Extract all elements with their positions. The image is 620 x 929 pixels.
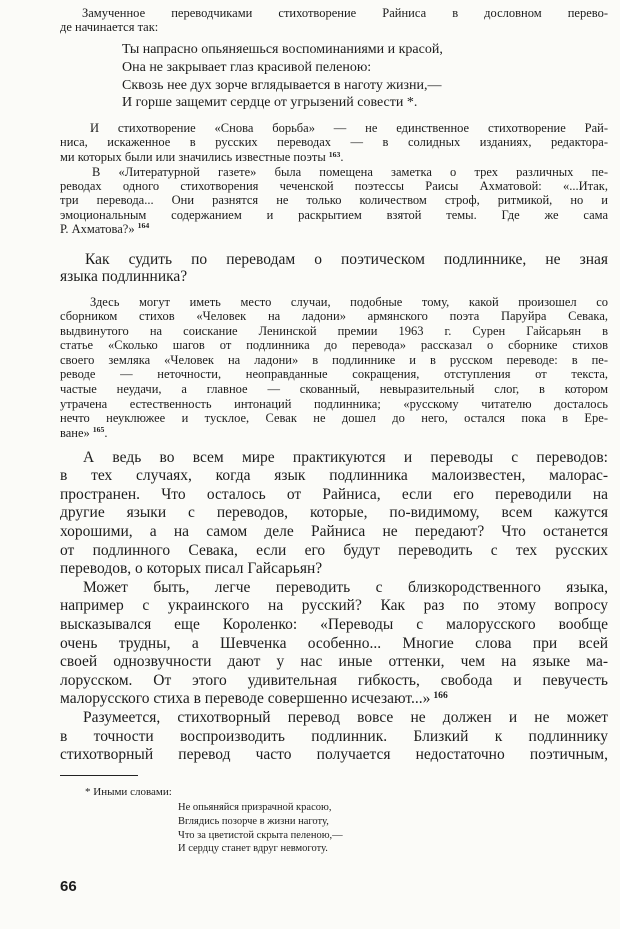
text-line [60,653,608,672]
text-line [60,382,608,397]
line-text: от подлинного Севака, если его будут переводить с тех русских [60,541,608,559]
text-line [60,179,608,193]
text-line [60,367,608,382]
line-text: И горше защемит сердце от угрызений совести *. [122,95,418,111]
paragraph-translations-of-translations [60,449,608,765]
text-line [60,150,608,165]
line-text: И сердцу станет вдруг невмоготу. [178,843,328,855]
text-line [60,222,608,236]
text-line [60,467,608,486]
line-text: ниса, искаженное в русских переводах — в солидных изданиях, редактора- [60,135,608,150]
text-line [60,579,608,598]
line-text: переводов, о которых писал Гайсарьян? [60,560,323,578]
text-line [85,785,385,799]
text-line [60,411,608,426]
text-line [60,135,608,150]
line-text: пространен. Что осталось от Райниса, если его переводили на [60,485,608,503]
text-line [60,746,608,765]
text-line [60,309,608,324]
text-line [122,59,492,77]
text-line [60,397,608,412]
line-text: например с украинского на русский? Как раз по этому вопросу [60,597,608,615]
line-text: Замученное переводчиками стихотворение Райниса в дословном перево- [82,5,608,20]
text-line [60,449,608,468]
line-text: Ты напрасно опьяняешься воспоминаниями и красой, [122,42,443,58]
line-text: * Иными словами: [85,786,172,798]
line-text: ване» [60,425,90,440]
line-text: Она не закрывает глаз красивой пеленою: [122,59,372,75]
text-line [60,635,608,654]
line-text: высказывался еще Короленко: «Переводы с малорусского вообще [60,616,608,634]
text-line [60,6,608,21]
text-line [60,709,608,728]
line-text: Что за цветистой скрыта пеленою,— [178,829,343,841]
text-line [178,842,478,856]
line-text: своей однозвучности дают у нас иные оттенки, чем на языке ма- [60,653,608,671]
text-line [60,193,608,207]
line-text: эмоциональным содержанием и раскрытием взятой темы. Где же сама [60,207,608,222]
line-text: Вглядись позорче в жизни наготу, [178,815,329,827]
line-text: три перевода... Они разнятся не только количеством строф, ритмикой, но и [60,193,608,208]
text-line [60,616,608,635]
line-text: Р. Ахматова?» [60,221,135,236]
text-line [178,801,478,815]
text-line [60,690,608,709]
paragraph-sevak [60,295,608,440]
footnote-reference: 163 [328,149,341,159]
line-text: в точности воспроизводить подлинник. Близкий к подлиннику [60,727,608,745]
text-line [60,338,608,353]
text-line [60,597,608,616]
text-line [60,504,608,523]
line-text: лорусском. От этого удивительная гибкость, свобода и певучесть [60,671,608,689]
text-line [178,815,478,829]
line-text: утрачена естественность интонаций подлинника; «русскому читателю досталось [60,396,608,411]
section-question [60,251,608,285]
text-line [60,728,608,747]
line-text: Разумеется, стихотворный перевод вовсе не должен и не может [83,709,608,726]
line-text: Как судить по переводам о поэтическом подлиннике, не зная [85,250,608,268]
text-line [60,251,608,268]
text-line [178,829,478,843]
line-text: другие языки с переводов, которые, по-видимому, всем кажутся [60,504,608,522]
footnote-divider [60,775,138,776]
text-line [60,486,608,505]
text-line [122,41,492,59]
line-text: Не опьяняйся призрачной красою, [178,802,332,814]
line-text: хорошими, а на самом деле Райниса не передают? Что останется [60,523,608,541]
text-line [122,94,492,112]
line-text: ми которых были или значились известные поэты [60,149,326,164]
paragraph-intro [60,6,608,35]
line-text: В «Литературной газете» была помещена заметка о трех различных пе- [92,164,608,179]
text-line [122,77,492,95]
text-line [60,542,608,561]
line-text: реводах одного стихотворения чеченской поэтессы Раисы Ахматовой: «...Итак, [60,179,608,194]
footnote-reference: 165 [92,425,105,435]
text-line [60,121,608,136]
text-line [60,165,608,179]
line-tail: . [340,149,344,164]
line-text: И стихотворение «Снова борьба» — не единственное стихотворение Рай- [90,120,608,135]
line-text: А ведь во всем мире практикуются и переводы с переводов: [83,448,608,466]
text-line [60,353,608,368]
line-text: малорусского стиха в переводе совершенно исчезают...» [60,690,431,708]
paragraph-snova-borba [60,121,608,165]
line-tail: . [104,425,108,440]
line-text: Сквозь нее дух зорче вглядывается в наготу жизни,— [122,77,442,93]
line-text: частые неудачи, а главное — скованный, невыразительный слог, в котором [60,382,608,396]
line-text: де начинается так: [60,20,159,35]
text-line [60,295,608,310]
line-text: языка подлинника? [60,267,188,285]
text-line [60,324,608,339]
text-line [60,20,608,35]
text-line [60,268,608,285]
text-line [60,560,608,579]
line-text: очень трудны, а Шевченка особенно... Многие слова при всей [60,634,608,652]
footnote-reference: 164 [137,221,150,231]
line-text: стихотворный перевод часто получается недостаточно поэтичным, [60,746,608,764]
footnote-verse [178,801,478,856]
line-text: Может быть, легче переводить с близкородственного языка, [83,578,608,596]
paragraph-literaturnaya-gazeta [60,165,608,236]
line-text: нечто неуклюжее и тусклое, Севак не дошел до него, остался пока в Ере- [60,411,608,426]
line-text: статье «Сколько шагов от подлинника до перевода» рассказал о сборнике стихов [60,338,608,353]
line-text: своего земляка «Человек на ладони» в подлиннике и в русском переводе: в пе- [60,352,608,367]
line-text: сборником стихов «Человек на ладони» армянского поэта Паруйра Севака, [60,309,608,324]
line-text: Здесь могут иметь место случаи, подобные тому, какой произошел со [90,294,608,309]
text-line [60,672,608,691]
footnote [85,785,385,799]
text-line [60,426,608,441]
line-text: в тех случаях, когда язык подлинника малоизвестен, малорас- [60,467,608,485]
line-text: выдвинутого на соискание Ленинской премии 1963 г. Сурен Гайсарьян в [60,323,608,338]
text-line [60,208,608,222]
line-text: реводе — неточности, неоправданные сокращения, отступления от текста, [60,367,608,382]
page-number: 66 [60,878,77,895]
footnote-reference: 166 [433,690,448,702]
text-line [60,523,608,542]
quoted-verse [122,41,492,112]
